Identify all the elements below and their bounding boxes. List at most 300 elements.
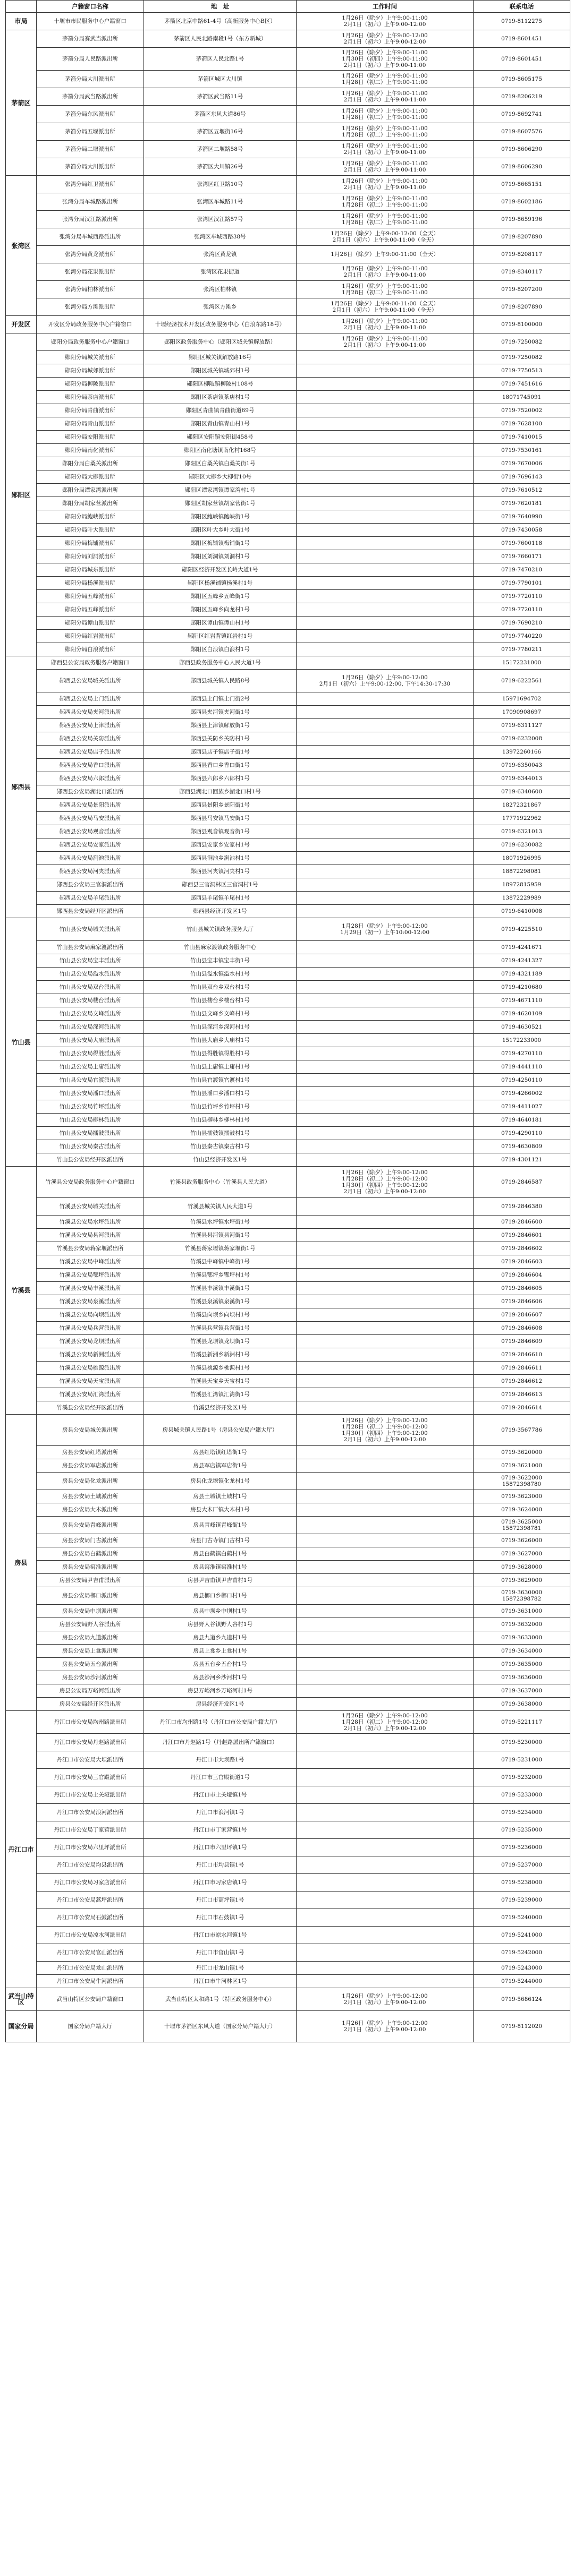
address-cell: 竹溪县政务服务中心（竹溪县人民大道） — [144, 1167, 297, 1198]
address-cell: 郧西县河夹镇河夹村1号 — [144, 865, 297, 878]
window-name-cell: 竹山县公安局上庸派出所 — [37, 1060, 144, 1074]
district-cell: 开发区 — [6, 316, 37, 333]
district-cell: 房县 — [6, 1415, 37, 1711]
table-row — [6, 1734, 570, 1751]
phone-cell: 0719-6232008 — [474, 732, 570, 746]
window-name-cell: 竹溪县公安局龙坝派出所 — [37, 1335, 144, 1348]
address-cell: 郧阳区梅铺镇梅铺街1号 — [144, 537, 297, 550]
window-name-cell: 十堰市市民服务中心户籍窗口 — [37, 13, 144, 30]
window-name-cell: 郧阳分局柳陂派出所 — [37, 378, 144, 391]
work-hours-cell: 1月26日（除夕）上午9:00-11:00 1月28日（初二）上午9:00-11:00 — [297, 123, 474, 141]
work-hours-cell: 1月26日（除夕）上午9:00-11:00 1月28日（初二）上午9:00-11:00 — [297, 281, 474, 298]
phone-cell: 0719-4301121 — [474, 1153, 570, 1167]
work-hours-cell — [297, 1348, 474, 1362]
window-name-cell: 郧阳分局大柳派出所 — [37, 470, 144, 484]
phone-cell: 0719-3633000 — [474, 1631, 570, 1645]
work-hours-cell: 1月26日（除夕）上午9:00-11:00 1月28日（初二）上午9:00-11:00 — [297, 71, 474, 88]
table-row — [6, 484, 570, 497]
phone-cell: 0719-8112020 — [474, 2011, 570, 2042]
address-cell: 丹江口市习家店镇1号 — [144, 1874, 297, 1892]
window-name-cell: 竹山县公安局擂鼓派出所 — [37, 1127, 144, 1140]
address-cell: 竹溪县泉溪镇泉溪街1号 — [144, 1295, 297, 1308]
table-row — [6, 603, 570, 617]
table-row — [6, 141, 570, 158]
work-hours-cell — [297, 981, 474, 994]
address-cell: 房县上龛乡上龛村1号 — [144, 1645, 297, 1658]
address-cell: 郧西县六郎乡六郎村1号 — [144, 772, 297, 785]
table-row — [6, 48, 570, 71]
window-name-cell: 丹江口市公安局丁家营派出所 — [37, 1821, 144, 1839]
district-cell: 茅箭区 — [6, 30, 37, 176]
window-name-cell: 房县公安局九道派出所 — [37, 1631, 144, 1645]
work-hours-cell — [297, 1255, 474, 1269]
work-hours-cell — [297, 692, 474, 706]
address-cell: 丹江口市丹赵路1号（丹赵路派出所户籍窗口） — [144, 1734, 297, 1751]
work-hours-cell — [297, 537, 474, 550]
table-row — [6, 1821, 570, 1839]
document-page — [5, 0, 570, 2042]
address-cell: 郧西县马安镇马安街1号 — [144, 812, 297, 825]
table-row — [6, 1645, 570, 1658]
address-cell: 丹江口市石鼓镇1号 — [144, 1909, 297, 1927]
phone-cell: 18972815959 — [474, 878, 570, 892]
address-cell: 竹溪县桃源乡桃源村1号 — [144, 1362, 297, 1375]
work-hours-cell: 1月26日（除夕）上午9:00-12:00（全天） 2月1日（初六）上午9:00-11:00（全天） — [297, 228, 474, 246]
district-cell: 郧西县 — [6, 656, 37, 918]
window-name-cell: 竹溪县公安局兵营派出所 — [37, 1322, 144, 1335]
table-row — [6, 1375, 570, 1388]
work-hours-cell — [297, 1547, 474, 1561]
address-cell: 张湾区方滩乡 — [144, 298, 297, 316]
address-cell: 郧阳区白桑关镇白桑关街1号 — [144, 457, 297, 470]
window-name-cell: 茅箭分局人民路派出所 — [37, 48, 144, 71]
work-hours-cell — [297, 497, 474, 510]
table-row — [6, 643, 570, 656]
phone-cell: 15172233000 — [474, 1034, 570, 1047]
window-name-cell: 竹溪县公安局中峰派出所 — [37, 1255, 144, 1269]
phone-cell: 0719-3625000 15872398781 — [474, 1517, 570, 1534]
phone-cell: 0719-6230082 — [474, 838, 570, 852]
phone-cell: 0719-4250110 — [474, 1074, 570, 1087]
address-cell: 竹溪县汇湾镇汇湾街1号 — [144, 1388, 297, 1401]
work-hours-cell — [297, 1927, 474, 1944]
phone-cell: 0719-8207200 — [474, 281, 570, 298]
window-name-cell: 郧阳分局茶店派出所 — [37, 391, 144, 404]
table-row — [6, 785, 570, 799]
work-hours-cell — [297, 1047, 474, 1060]
window-name-cell: 郧阳分局青曲派出所 — [37, 404, 144, 417]
phone-cell: 18872298081 — [474, 865, 570, 878]
table-row — [6, 1308, 570, 1322]
address-cell: 郧西县安家乡安家村1号 — [144, 838, 297, 852]
table-row — [6, 719, 570, 732]
work-hours-cell — [297, 1839, 474, 1856]
address-cell: 张湾区汉江路57号 — [144, 211, 297, 228]
table-row — [6, 13, 570, 30]
table-row — [6, 617, 570, 630]
window-name-cell: 茅箭分局武当路派出所 — [37, 88, 144, 106]
work-hours-cell: 1月26日（除夕）上午9:00-11:00 2月1日（初六）上午9:00-12:00 — [297, 13, 474, 30]
table-row — [6, 1988, 570, 2011]
phone-cell: 0719-5230000 — [474, 1734, 570, 1751]
address-cell: 郧西县香口乡香口街1号 — [144, 759, 297, 772]
address-cell: 郧阳区五峰乡向龙村1号 — [144, 603, 297, 617]
address-cell: 房县化龙堰镇化龙村1号 — [144, 1473, 297, 1490]
work-hours-cell: 1月26日（除夕）上午9:00-12:00 2月1日（初六）上午9:00-12:00, 下午14:30-17:30 — [297, 670, 474, 692]
window-name-cell: 开发区分局政务服务中心户籍窗口 — [37, 316, 144, 333]
window-name-cell: 竹溪县公安局蒋家堰派出所 — [37, 1242, 144, 1255]
phone-cell: 0719-8605175 — [474, 71, 570, 88]
table-row — [6, 316, 570, 333]
address-cell: 郧阳区鲍峡镇鲍峡街1号 — [144, 510, 297, 524]
phone-cell: 0719-3567786 — [474, 1415, 570, 1446]
table-row — [6, 1473, 570, 1490]
address-cell: 郧阳区胡家营镇胡家营街1号 — [144, 497, 297, 510]
table-row — [6, 1153, 570, 1167]
table-row — [6, 746, 570, 759]
window-name-cell: 竹溪县公安局向坝派出所 — [37, 1308, 144, 1322]
address-cell: 竹山县官渡镇官渡村1号 — [144, 1074, 297, 1087]
work-hours-cell — [297, 630, 474, 643]
window-name-cell: 张湾分局柏林派出所 — [37, 281, 144, 298]
phone-cell: 0719-7470210 — [474, 563, 570, 577]
address-cell: 郧阳区经济开发区长岭大道1号 — [144, 563, 297, 577]
table-row — [6, 981, 570, 994]
table-row — [6, 1605, 570, 1618]
table-row — [6, 1007, 570, 1021]
table-row — [6, 176, 570, 193]
window-name-cell: 竹溪县公安局天宝派出所 — [37, 1375, 144, 1388]
header-work-hours: 工作时间 — [297, 1, 474, 13]
work-hours-cell — [297, 417, 474, 431]
window-name-cell: 茅箭分局大川派出所 — [37, 158, 144, 176]
work-hours-cell — [297, 1786, 474, 1804]
window-name-cell: 丹江口市公安局官山派出所 — [37, 1944, 144, 1962]
window-name-cell: 张湾分局黄龙派出所 — [37, 246, 144, 263]
address-cell: 房县榔口乡榔口村1号 — [144, 1587, 297, 1605]
work-hours-cell — [297, 1007, 474, 1021]
phone-cell: 0719-7790101 — [474, 577, 570, 590]
table-row — [6, 404, 570, 417]
address-cell: 竹山县经济开发区1号 — [144, 1153, 297, 1167]
district-cell: 郧阳区 — [6, 333, 37, 656]
work-hours-cell — [297, 1335, 474, 1348]
work-hours-cell — [297, 563, 474, 577]
table-row — [6, 30, 570, 48]
work-hours-cell: 1月28日（除夕）上午9:00-12:00 1月29日（初一）上午10:00-12:00 — [297, 918, 474, 941]
window-name-cell: 丹江口市公安局三官殿派出所 — [37, 1769, 144, 1786]
table-row — [6, 852, 570, 865]
phone-cell: 0719-4241327 — [474, 954, 570, 968]
window-name-cell: 张湾分局方滩派出所 — [37, 298, 144, 316]
table-row — [6, 457, 570, 470]
address-cell: 竹溪县中峰镇中峰街1号 — [144, 1255, 297, 1269]
table-row — [6, 1335, 570, 1348]
table-row — [6, 470, 570, 484]
table-row — [6, 1446, 570, 1459]
address-cell: 郧西县经济开发区1号 — [144, 905, 297, 918]
window-name-cell: 竹山县公安局官渡派出所 — [37, 1074, 144, 1087]
work-hours-cell: 1月26日（除夕）上午9:00-11:00 1月28日（初二）上午9:00-11:00 — [297, 106, 474, 123]
address-cell: 房县大木厂镇大木村1号 — [144, 1503, 297, 1517]
address-cell: 丹江口市牛河林区1号 — [144, 1975, 297, 1988]
address-cell: 丹江口市龙山镇1号 — [144, 1962, 297, 1975]
table-row — [6, 656, 570, 670]
window-name-cell: 丹江口市公安局均州路派出所 — [37, 1711, 144, 1734]
work-hours-cell — [297, 1459, 474, 1473]
address-cell: 郧西县湖北口回族乡湖北口村1号 — [144, 785, 297, 799]
table-row — [6, 1534, 570, 1547]
table-row — [6, 1060, 570, 1074]
address-cell: 丹江口市六里坪镇1号 — [144, 1839, 297, 1856]
phone-cell: 0719-7720110 — [474, 603, 570, 617]
window-name-cell: 丹江口市公安局凉水河派出所 — [37, 1927, 144, 1944]
phone-cell: 0719-3636000 — [474, 1671, 570, 1684]
window-name-cell: 郧西县公安局安家派出所 — [37, 838, 144, 852]
window-name-cell: 房县公安局门古派出所 — [37, 1534, 144, 1547]
window-name-cell: 丹江口市公安局牛河派出所 — [37, 1975, 144, 1988]
window-name-cell: 丹江口市公安局石鼓派出所 — [37, 1909, 144, 1927]
table-row — [6, 759, 570, 772]
table-row — [6, 1944, 570, 1962]
work-hours-cell — [297, 351, 474, 364]
table-row — [6, 799, 570, 812]
table-row — [6, 1140, 570, 1153]
address-cell: 房县城关镇人民路1号（房县公安局户籍大厅） — [144, 1415, 297, 1446]
phone-cell: 0719-2846602 — [474, 1242, 570, 1255]
table-row — [6, 281, 570, 298]
address-cell: 郧西县土门镇土门街2号 — [144, 692, 297, 706]
address-cell: 房县门古寺镇门古村1号 — [144, 1534, 297, 1547]
table-row — [6, 692, 570, 706]
address-cell: 茅箭区二堰路58号 — [144, 141, 297, 158]
work-hours-cell: 1月26日（除夕）上午9:00-11:00 1月28日（初二）上午9:00-11:00 — [297, 211, 474, 228]
work-hours-cell — [297, 1658, 474, 1671]
phone-cell: 0719-2846610 — [474, 1348, 570, 1362]
window-name-cell: 郧西县公安局三官洞派出所 — [37, 878, 144, 892]
address-cell: 丹江口市蒿坪镇1号 — [144, 1892, 297, 1909]
window-name-cell: 竹溪县公安局县河派出所 — [37, 1229, 144, 1242]
window-name-cell: 郧西县公安局上津派出所 — [37, 719, 144, 732]
window-name-cell: 房县公安局中坝派出所 — [37, 1605, 144, 1618]
phone-cell: 0719-7690210 — [474, 617, 570, 630]
work-hours-cell — [297, 1517, 474, 1534]
table-row — [6, 838, 570, 852]
table-row — [6, 1711, 570, 1734]
table-row — [6, 1216, 570, 1229]
address-cell: 竹山县上庸镇上庸村1号 — [144, 1060, 297, 1074]
phone-cell: 0719-4321189 — [474, 968, 570, 981]
table-row — [6, 510, 570, 524]
work-hours-cell — [297, 1074, 474, 1087]
address-cell: 茅箭区五堰街16号 — [144, 123, 297, 141]
work-hours-cell — [297, 1574, 474, 1587]
address-cell: 郧西县关防乡关防村1号 — [144, 732, 297, 746]
table-row — [6, 1087, 570, 1100]
table-row — [6, 211, 570, 228]
work-hours-cell — [297, 1671, 474, 1684]
phone-cell: 0719-4210680 — [474, 981, 570, 994]
work-hours-cell — [297, 785, 474, 799]
window-name-cell: 房县公安局城关派出所 — [37, 1415, 144, 1446]
phone-cell: 0719-5237000 — [474, 1856, 570, 1874]
address-cell: 竹溪县经济开发区1号 — [144, 1401, 297, 1415]
phone-cell: 0719-3630000 15872398782 — [474, 1587, 570, 1605]
address-cell: 郧西县店子镇店子街1号 — [144, 746, 297, 759]
phone-cell: 0719-7780211 — [474, 643, 570, 656]
work-hours-cell: 1月26日（除夕）上午9:00-11:00 1月28日（初二）上午9:00-11:00 — [297, 193, 474, 211]
work-hours-cell — [297, 1114, 474, 1127]
window-name-cell: 郧西县公安局经开区派出所 — [37, 905, 144, 918]
phone-cell: 0719-4290110 — [474, 1127, 570, 1140]
work-hours-cell: 1月26日（除夕）上午9:00-12:00 1月28日（初二）上午9:00-12:00 2月1日（初六）上午9:00-12:00 — [297, 1711, 474, 1734]
table-row — [6, 905, 570, 918]
table-row — [6, 228, 570, 246]
phone-cell: 0719-2846613 — [474, 1388, 570, 1401]
address-cell: 竹溪县龙坝镇龙坝街1号 — [144, 1335, 297, 1348]
window-name-cell: 竹山县公安局经开区派出所 — [37, 1153, 144, 1167]
phone-cell: 0719-5236000 — [474, 1839, 570, 1856]
address-cell: 竹山县双台乡双台村1号 — [144, 981, 297, 994]
address-cell: 丹江口市官山镇1号 — [144, 1944, 297, 1962]
window-name-cell: 郧阳分局白桑关派出所 — [37, 457, 144, 470]
address-cell: 竹山县深河乡深河村1号 — [144, 1021, 297, 1034]
phone-cell: 0719-5240000 — [474, 1909, 570, 1927]
address-cell: 丹江口市土关垭镇1号 — [144, 1786, 297, 1804]
phone-cell: 0719-5235000 — [474, 1821, 570, 1839]
table-row — [6, 1892, 570, 1909]
district-cell: 竹溪县 — [6, 1167, 37, 1415]
phone-cell: 0719-7660171 — [474, 550, 570, 563]
table-row — [6, 1751, 570, 1769]
address-cell: 十堰经济技术开发区政务服务中心（白浪东路18号） — [144, 316, 297, 333]
window-name-cell: 丹江口市公安局六里坪派出所 — [37, 1839, 144, 1856]
window-name-cell: 茅箭分局东风派出所 — [37, 106, 144, 123]
window-name-cell: 郧西县公安局观音派出所 — [37, 825, 144, 838]
window-name-cell: 郧西县公安局土门派出所 — [37, 692, 144, 706]
window-name-cell: 竹山县公安局潘口派出所 — [37, 1087, 144, 1100]
phone-cell: 0719-5242000 — [474, 1944, 570, 1962]
window-name-cell: 竹山县公安局深河派出所 — [37, 1021, 144, 1034]
phone-cell: 0719-8112275 — [474, 13, 570, 30]
table-row — [6, 1909, 570, 1927]
phone-cell: 0719-2846614 — [474, 1401, 570, 1415]
table-row — [6, 577, 570, 590]
work-hours-cell: 1月26日（除夕）上午9:00-11:00 1月30日（初四）上午9:00-11:00 2月1日（初六）上午9:00-11:00 — [297, 48, 474, 71]
work-hours-cell — [297, 1631, 474, 1645]
work-hours-cell: 1月26日（除夕）上午9:00-11:00 2月1日（初六）上午9:00-11:00 — [297, 176, 474, 193]
address-cell: 房县红塔镇红塔街1号 — [144, 1446, 297, 1459]
address-cell: 房县窑淮镇窑淮村1号 — [144, 1561, 297, 1574]
address-cell: 茅箭区大川镇26号 — [144, 158, 297, 176]
phone-cell: 0719-5243000 — [474, 1962, 570, 1975]
window-name-cell: 竹溪县公安局经开区派出所 — [37, 1401, 144, 1415]
window-name-cell: 房县公安局军店派出所 — [37, 1459, 144, 1473]
work-hours-cell — [297, 865, 474, 878]
window-name-cell: 郧西县公安局关防派出所 — [37, 732, 144, 746]
header-window-name: 户籍窗口名称 — [37, 1, 144, 13]
window-name-cell: 张湾分局红卫派出所 — [37, 176, 144, 193]
phone-cell: 0719-6311127 — [474, 719, 570, 732]
work-hours-cell: 1月26日（除夕）上午9:00-11:00 2月1日（初六）上午9:00-11:00 — [297, 141, 474, 158]
table-row — [6, 1047, 570, 1060]
table-row — [6, 918, 570, 941]
address-cell: 张湾区柏林镇 — [144, 281, 297, 298]
phone-cell: 0719-2846604 — [474, 1269, 570, 1282]
address-cell: 丹江口市浪河镇1号 — [144, 1804, 297, 1821]
address-cell: 房县中坝乡中坝村1号 — [144, 1605, 297, 1618]
table-row — [6, 333, 570, 351]
table-row — [6, 391, 570, 404]
table-row — [6, 106, 570, 123]
address-cell: 竹溪县县河镇县河街1号 — [144, 1229, 297, 1242]
phone-cell: 0719-2846608 — [474, 1322, 570, 1335]
work-hours-cell — [297, 1375, 474, 1388]
window-name-cell: 郧阳分局白浪派出所 — [37, 643, 144, 656]
address-cell: 郧阳区柳陂镇柳陂村108号 — [144, 378, 297, 391]
table-row — [6, 563, 570, 577]
window-name-cell: 竹溪县公安局新洲派出所 — [37, 1348, 144, 1362]
address-cell: 竹山县竹坪乡竹坪村1号 — [144, 1100, 297, 1114]
phone-cell: 0719-5239000 — [474, 1892, 570, 1909]
address-cell: 郧阳区南化塘镇南化村168号 — [144, 444, 297, 457]
phone-cell: 0719-8340117 — [474, 263, 570, 281]
phone-cell: 0719-7670006 — [474, 457, 570, 470]
table-row — [6, 1658, 570, 1671]
table-row — [6, 497, 570, 510]
table-row — [6, 865, 570, 878]
work-hours-cell — [297, 1473, 474, 1490]
window-name-cell: 丹江口市公安局习家店派出所 — [37, 1874, 144, 1892]
work-hours-cell — [297, 1401, 474, 1415]
window-name-cell: 丹江口市公安局蒿坪派出所 — [37, 1892, 144, 1909]
window-name-cell: 郧阳分局谭家湾派出所 — [37, 484, 144, 497]
phone-cell: 0719-6340600 — [474, 785, 570, 799]
work-hours-cell: 1月26日（除夕）上午9:00-11:00 2月1日（初六）上午9:00-11:00 — [297, 316, 474, 333]
table-row — [6, 1295, 570, 1308]
address-cell: 郧阳区青山镇青山村1号 — [144, 417, 297, 431]
window-name-cell: 郧西县公安局香口派出所 — [37, 759, 144, 772]
address-cell: 竹山县楼台乡楼台村1号 — [144, 994, 297, 1007]
work-hours-cell: 1月26日（除夕）上午9:00-12:00 1月28日（初二）上午9:00-12:00 1月30日（初四）上午9:00-12:00 2月1日（初六）上午9:00-12:00 — [297, 1415, 474, 1446]
phone-cell: 0719-8606290 — [474, 141, 570, 158]
window-name-cell: 郧阳分局五峰派出所 — [37, 590, 144, 603]
table-row — [6, 1021, 570, 1034]
phone-cell: 18272321867 — [474, 799, 570, 812]
phone-cell: 0719-3622000 15872398780 — [474, 1473, 570, 1490]
phone-cell: 0719-6222561 — [474, 670, 570, 692]
district-cell: 市局 — [6, 13, 37, 30]
window-name-cell: 竹溪县公安局鄂坪派出所 — [37, 1269, 144, 1282]
table-row — [6, 732, 570, 746]
phone-cell: 0719-3635000 — [474, 1658, 570, 1671]
table-row — [6, 1074, 570, 1087]
work-hours-cell — [297, 484, 474, 497]
window-name-cell: 茅箭分局大川派出所 — [37, 71, 144, 88]
phone-cell: 17090908697 — [474, 706, 570, 719]
address-cell: 郧阳区茶店镇茶店村1号 — [144, 391, 297, 404]
window-name-cell: 武当山特区公安局户籍窗口 — [37, 1988, 144, 2011]
window-name-cell: 竹溪县公安局汇湾派出所 — [37, 1388, 144, 1401]
address-cell: 竹山县文峰乡文峰村1号 — [144, 1007, 297, 1021]
work-hours-cell — [297, 954, 474, 968]
phone-cell: 0719-5686124 — [474, 1988, 570, 2011]
work-hours-cell — [297, 1388, 474, 1401]
phone-cell: 0719-8665151 — [474, 176, 570, 193]
table-row — [6, 1242, 570, 1255]
address-cell: 房县万峪河乡万峪河村1号 — [144, 1684, 297, 1698]
district-cell: 张湾区 — [6, 176, 37, 316]
